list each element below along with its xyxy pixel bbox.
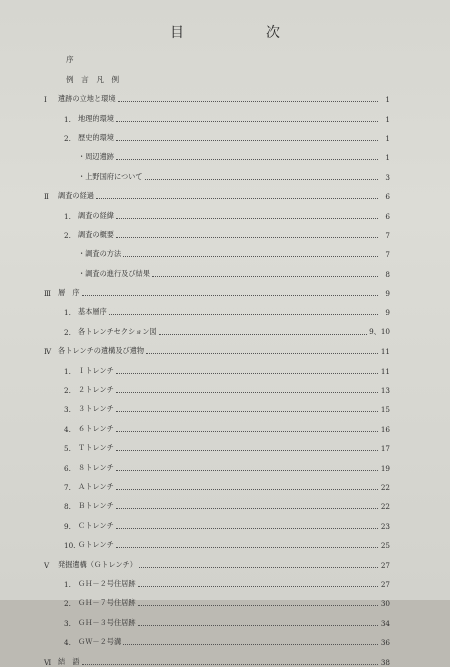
dot-leader xyxy=(116,469,378,471)
toc-entry-number: 6. xyxy=(64,463,71,473)
toc-entry-page: 7 xyxy=(385,230,390,240)
toc-entry-number: 1. xyxy=(64,211,71,221)
toc-entry xyxy=(44,104,390,123)
toc-entry-page: 6 xyxy=(385,211,390,221)
toc-entry-number: 1. xyxy=(64,308,71,318)
toc-entry-page: 30 xyxy=(380,599,390,609)
dot-leader xyxy=(116,507,378,509)
toc-entry-title: ＧＨ－７号住居跡 xyxy=(78,598,136,608)
toc-entry xyxy=(44,473,390,492)
toc-entry xyxy=(44,434,390,453)
toc-entry-page: 34 xyxy=(380,618,390,628)
toc-entry xyxy=(44,356,390,375)
toc-entry xyxy=(44,531,390,550)
dot-leader xyxy=(116,449,378,451)
toc-entry-page: 27 xyxy=(380,560,390,570)
toc-entry-title: 層 序 xyxy=(58,288,80,298)
dot-leader xyxy=(116,391,378,393)
toc-entry-page: 9 xyxy=(385,289,390,299)
toc-entry-number: 2. xyxy=(64,386,71,396)
toc-entry-page: 1 xyxy=(385,133,390,143)
toc-entry-number: 3. xyxy=(64,618,71,628)
toc-entry-title: ・調査の進行及び結果 xyxy=(78,268,150,278)
toc-entry xyxy=(44,647,390,666)
toc-entry-title: 地理的環境 xyxy=(78,113,114,123)
dot-leader xyxy=(146,352,378,354)
toc-entry xyxy=(44,550,390,569)
toc-entry-number: Ⅲ xyxy=(44,289,51,299)
dot-leader xyxy=(152,275,378,277)
toc-entry-number: 3. xyxy=(64,405,71,415)
toc-entry-title: 基本層序 xyxy=(78,307,107,317)
toc-entry-page: 1 xyxy=(385,114,390,124)
toc-entry-title: ＧＷ－２号溝 xyxy=(78,637,122,647)
toc-entry-page: 19 xyxy=(380,463,390,473)
toc-entry xyxy=(44,259,390,278)
toc-entry-title: Ａトレンチ xyxy=(78,481,114,491)
toc-entry-title: ・上野国府について xyxy=(78,171,143,181)
toc-entry xyxy=(44,201,390,220)
toc-entry-number: 2. xyxy=(64,599,71,609)
toc-entry-number: 2. xyxy=(64,230,71,240)
toc-entry xyxy=(44,395,390,414)
toc-entry-number: 5. xyxy=(64,444,71,454)
toc-entry-page: 3 xyxy=(385,172,390,182)
toc-entry-title: 結 語 xyxy=(58,656,80,666)
toc-entry-page: 22 xyxy=(380,482,390,492)
toc-entry-number: 10. xyxy=(64,541,76,551)
dot-leader xyxy=(116,217,378,219)
toc-entry-number: 1. xyxy=(64,114,71,124)
toc-entry-page: 1 xyxy=(385,153,390,163)
toc-entry-title: 各トレンチセクション図 xyxy=(78,326,157,336)
dot-leader xyxy=(139,566,378,568)
toc-entry-number: 8. xyxy=(64,502,71,512)
toc-entry-title: 序 xyxy=(66,55,74,65)
dot-leader xyxy=(116,372,378,374)
toc-entry-number: 4. xyxy=(64,638,71,648)
toc-entry-title: 遺跡の立地と環境 xyxy=(58,94,116,104)
dot-leader xyxy=(116,410,378,412)
dot-leader xyxy=(116,120,378,122)
toc-entry-page: 9、10 xyxy=(369,326,390,336)
toc-entry-title: Ｃトレンチ xyxy=(78,520,114,530)
toc-entry-page: 23 xyxy=(380,521,390,531)
dot-leader xyxy=(116,236,378,238)
dot-leader xyxy=(123,255,378,257)
toc-entry-number: 1. xyxy=(64,579,71,589)
toc-entry-title: Ｉトレンチ xyxy=(78,365,114,375)
dot-leader xyxy=(96,197,378,199)
toc-entry xyxy=(44,511,390,530)
dot-leader xyxy=(138,604,378,606)
toc-entry xyxy=(44,182,390,201)
toc-entry-title: ・周辺遺跡 xyxy=(78,152,114,162)
toc-entry-title: Ｔトレンチ xyxy=(78,443,114,453)
toc-entry-title: 調査の概要 xyxy=(78,229,114,239)
toc-entry-title: 歴史的環境 xyxy=(78,132,114,142)
page-title: 目 次 xyxy=(170,25,314,41)
toc-entry-page: 27 xyxy=(380,579,390,589)
toc-entry-page: 25 xyxy=(380,541,390,551)
toc-entry-page: 7 xyxy=(385,250,390,260)
toc-entry-page: 36 xyxy=(380,638,390,648)
toc-entry xyxy=(44,492,390,511)
toc-entry xyxy=(44,453,390,472)
dot-leader xyxy=(109,313,378,315)
toc-entry-number: 9. xyxy=(64,521,71,531)
toc-entry-title: Ｂトレンチ xyxy=(78,501,114,511)
toc-entry-title: Ｇトレンチ xyxy=(78,540,114,550)
toc-entry-page: 22 xyxy=(380,502,390,512)
toc-entry-title: ６トレンチ xyxy=(78,423,114,433)
dot-leader xyxy=(118,100,378,102)
dot-leader xyxy=(82,294,378,296)
toc-entry-page: 15 xyxy=(380,405,390,415)
toc-entry-title: 各トレンチの遺構及び遺物 xyxy=(58,346,145,356)
toc-entry-title: 例 言 凡 例 xyxy=(66,74,120,84)
toc-entry xyxy=(44,628,390,647)
toc-entry xyxy=(44,589,390,608)
toc-entry xyxy=(44,298,390,317)
toc-entry-title: ・調査の方法 xyxy=(78,249,122,259)
toc-entry xyxy=(44,317,390,336)
toc-entry-number: Ⅰ xyxy=(44,95,47,105)
toc-entry-page: 11 xyxy=(380,347,390,357)
toc-entry xyxy=(44,279,390,298)
toc-entry-page: 1 xyxy=(385,95,390,105)
toc-entry xyxy=(44,124,390,143)
toc-entry-page: 11 xyxy=(380,366,390,376)
dot-leader xyxy=(138,585,378,587)
toc-entry-number: Ⅳ xyxy=(44,347,52,357)
dot-leader xyxy=(116,527,378,529)
toc-entry xyxy=(44,46,390,65)
toc-entry-page: 38 xyxy=(380,657,390,667)
toc-entry-title: ２トレンチ xyxy=(78,385,114,395)
toc-entry-title: ＧＨ－３号住居跡 xyxy=(78,617,136,627)
toc-entry-page: 13 xyxy=(380,386,390,396)
toc-entry-number: Ⅴ xyxy=(44,560,50,570)
dot-leader xyxy=(116,430,378,432)
toc-entry xyxy=(44,337,390,356)
dot-leader xyxy=(116,139,378,141)
dot-leader xyxy=(116,158,378,160)
table-of-contents xyxy=(44,46,390,667)
toc-entry-page: 9 xyxy=(385,308,390,318)
dot-leader xyxy=(116,546,378,548)
toc-entry-page: 16 xyxy=(380,424,390,434)
toc-entry xyxy=(44,414,390,433)
dot-leader xyxy=(82,663,378,665)
toc-entry-title: ８トレンチ xyxy=(78,462,114,472)
toc-entry xyxy=(44,221,390,240)
toc-entry-number: 2. xyxy=(64,327,71,337)
toc-entry xyxy=(44,143,390,162)
dot-leader xyxy=(159,333,367,335)
toc-entry-number: Ⅱ xyxy=(44,192,49,202)
toc-entry-number: 4. xyxy=(64,424,71,434)
dot-leader xyxy=(145,178,378,180)
toc-entry-number: 1. xyxy=(64,366,71,376)
toc-entry-page: 6 xyxy=(385,192,390,202)
toc-entry-number: 7. xyxy=(64,482,71,492)
toc-entry xyxy=(44,240,390,259)
toc-entry xyxy=(44,376,390,395)
toc-entry-title: ３トレンチ xyxy=(78,404,114,414)
toc-entry-title: 調査の経過 xyxy=(58,191,94,201)
dot-leader xyxy=(116,488,378,490)
toc-entry xyxy=(44,85,390,104)
toc-entry-page: 17 xyxy=(380,444,390,454)
toc-entry-page: 8 xyxy=(385,269,390,279)
toc-entry xyxy=(44,162,390,181)
toc-entry xyxy=(44,570,390,589)
toc-entry xyxy=(44,65,390,84)
toc-entry-title: 調査の経緯 xyxy=(78,210,114,220)
toc-entry-number: Ⅵ xyxy=(44,657,52,667)
toc-entry-number: 2. xyxy=(64,133,71,143)
dot-leader xyxy=(138,624,378,626)
toc-entry-title: ＧＨ－２号住居跡 xyxy=(78,578,136,588)
toc-entry-title: 発掘遺構（Ｇトレンチ） xyxy=(58,559,137,569)
toc-entry xyxy=(44,608,390,627)
dot-leader xyxy=(123,643,378,645)
